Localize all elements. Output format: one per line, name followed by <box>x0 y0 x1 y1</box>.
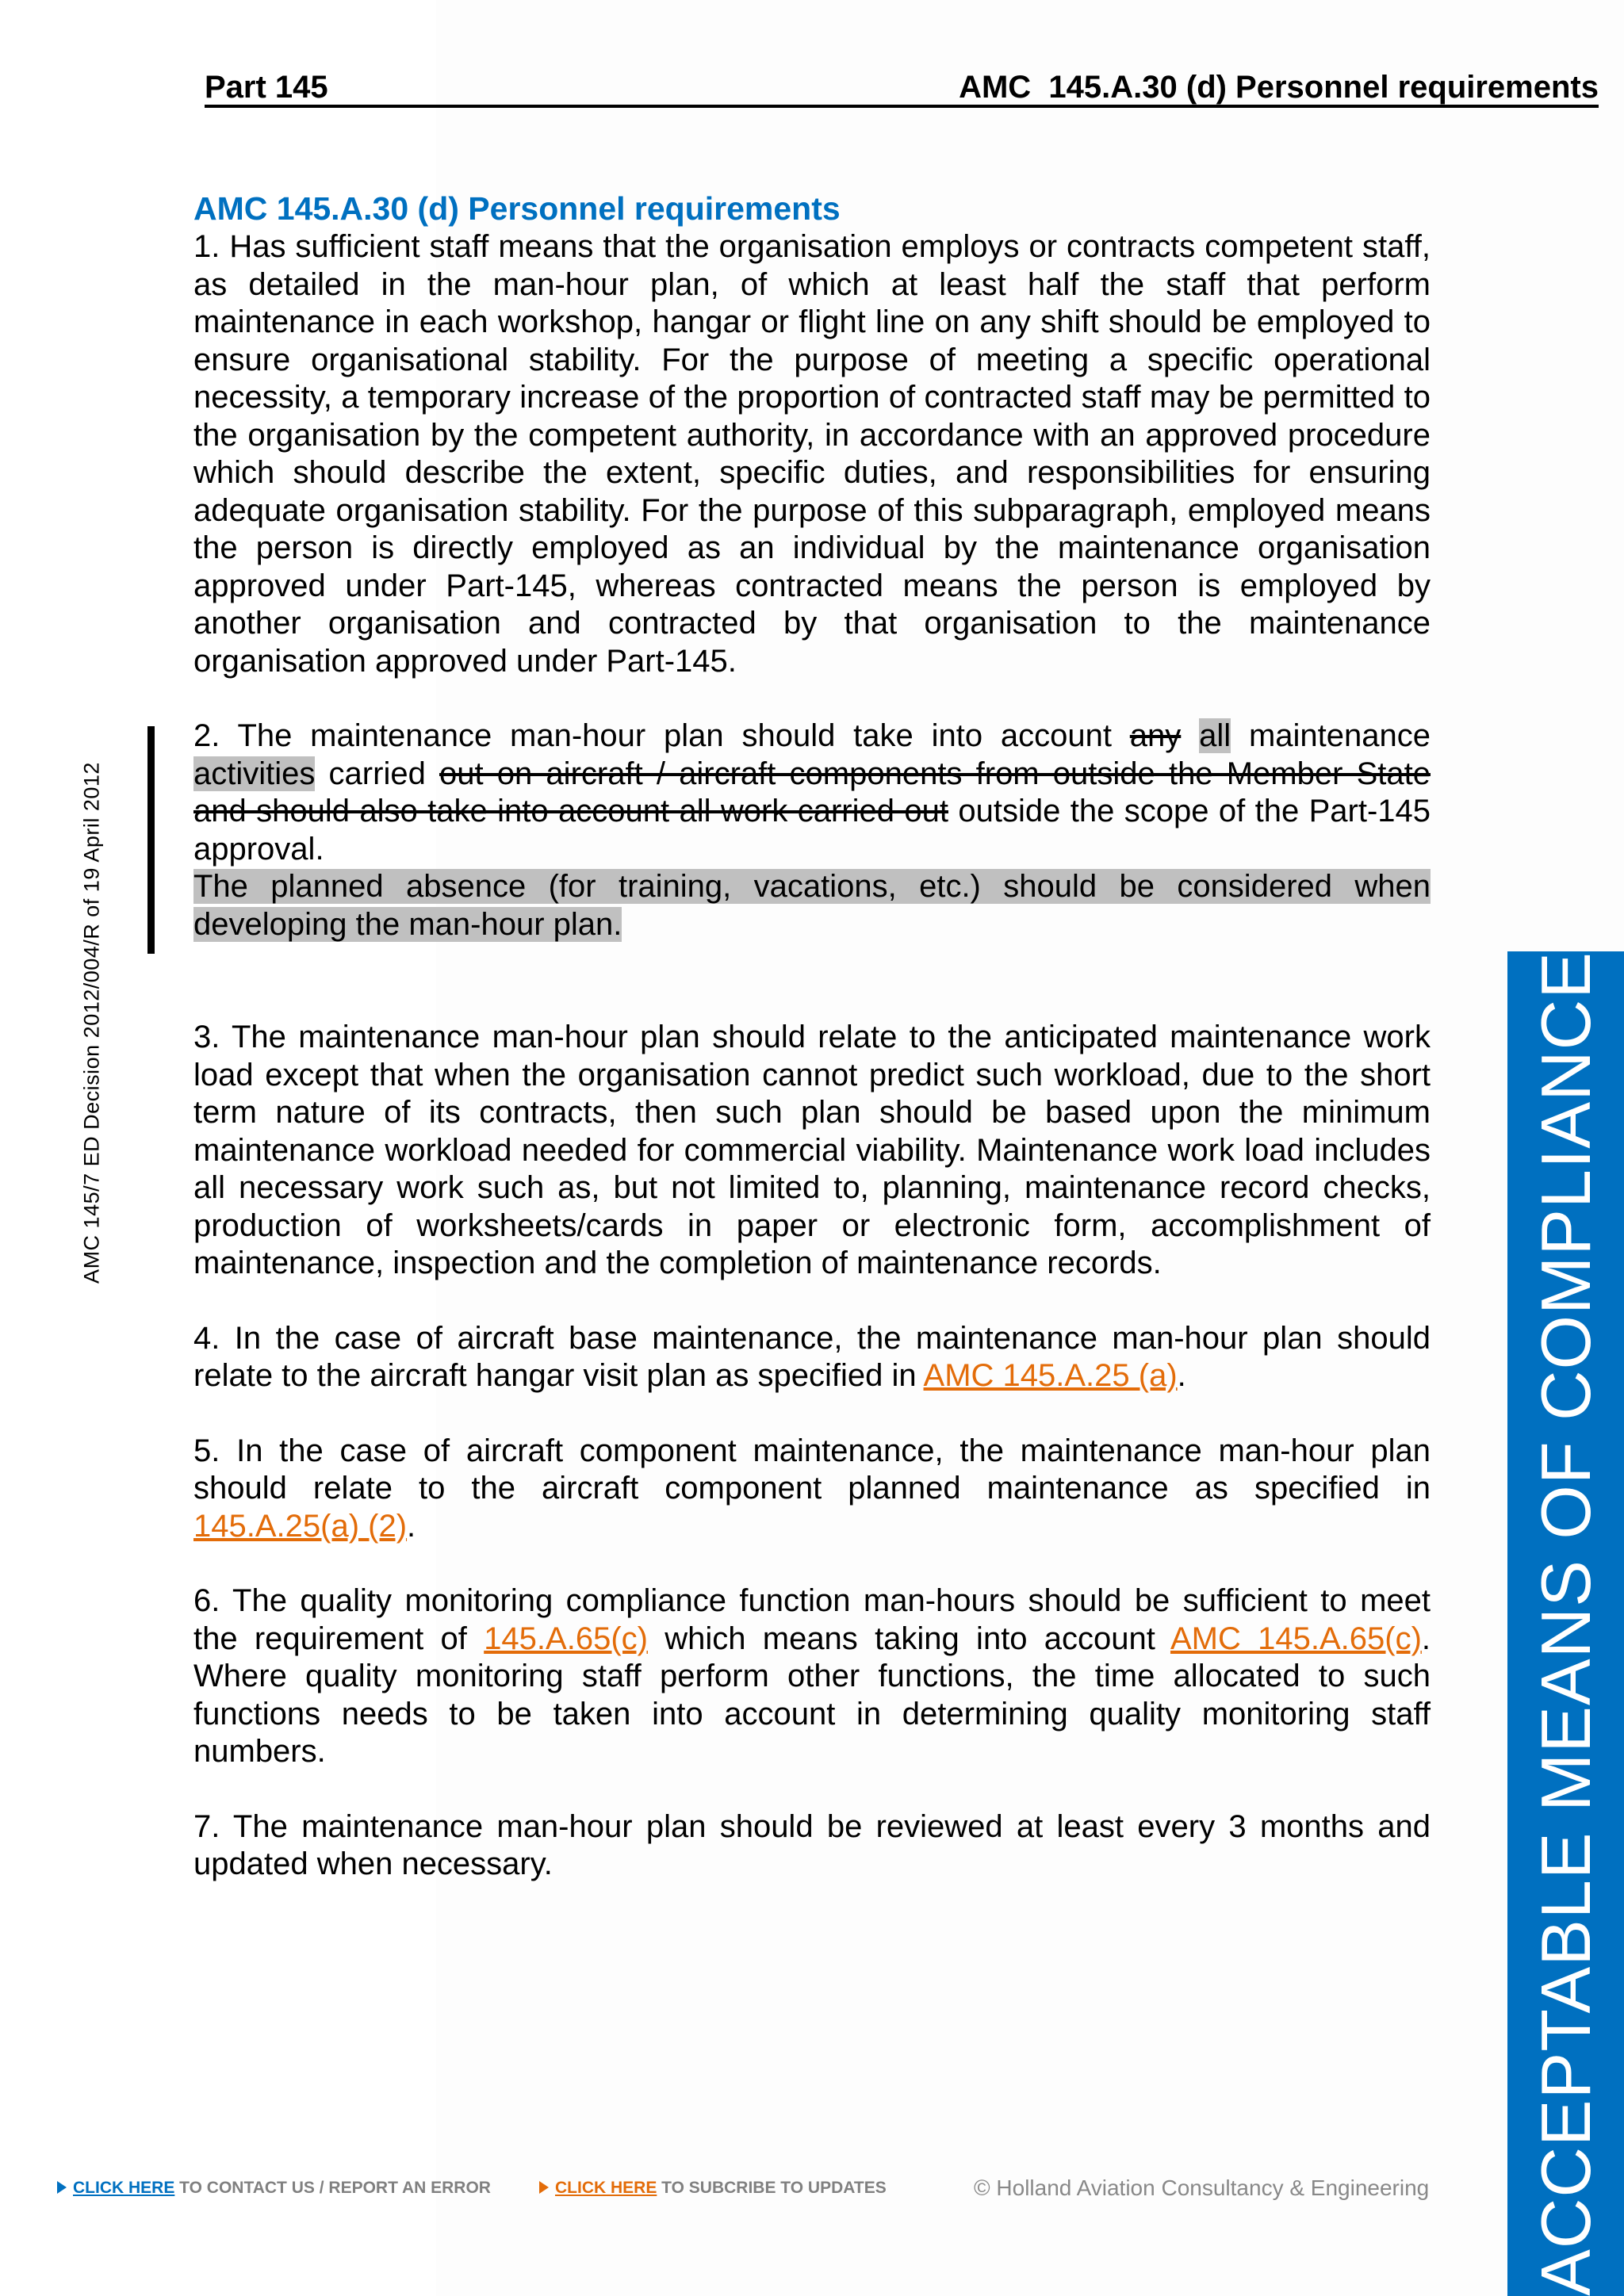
play-arrow-icon <box>539 2181 549 2194</box>
p6-text: 6. The quality monitoring compliance function man-hours should be sufficient to meet the requirement of <box>193 1583 1431 1656</box>
header-section: AMC 145.A.30 (d) Personnel requirements <box>959 70 1599 105</box>
p2-text: outside the scope of the Part-145 approval. <box>193 794 1431 867</box>
change-bar <box>147 726 155 954</box>
paragraph-5 <box>193 1433 1431 1546</box>
subscribe-click-here[interactable]: CLICK HERE <box>555 2179 657 2197</box>
contact-footer-link[interactable] <box>57 2179 491 2198</box>
p5-text: 5. In the case of aircraft component maintenance, the maintenance man-hour plan should relate to the aircraft component planned maintenance as specified in <box>193 1433 1431 1506</box>
145-a-65-c-link[interactable]: 145.A.65(c) <box>484 1621 648 1656</box>
contact-click-here[interactable]: CLICK HERE <box>73 2179 175 2197</box>
paragraph-6 <box>193 1582 1431 1771</box>
amc-banner-text: ACCEPTABLE MEANS OF COMPLIANCE <box>1526 951 1605 2296</box>
copyright-notice: © Holland Aviation Consultancy & Engineering <box>974 2175 1430 2200</box>
p6-text: . Where quality monitoring staff perform other functions, the time allocated to such functions needs to be taken into account in determining quality monitoring staff numbers. <box>193 1621 1431 1769</box>
paragraph-1: 1. Has sufficient staff means that the organisation employs or contracts competent staff, as detailed in the man-hour plan, of which at least half the staff that perform maintenance in each workshop, hangar or flight line on any shift should be employed to ensure organisational stability. For the purpose of meeting a specific operational necessity, a temporary increase of the proportion of contracted staff may be permitted to the organisation by the competent authority, in accordance with an approved procedure which should describe the extent, specific duties, and responsibilities for ensuring adequate organisation stability. For the purpose of this subparagraph, employed means the person is directly employed as an individual by the maintenance organisation approved under Part-145, whereas contracted means the person is employed by another organisation and contracted by that organisation to the maintenance organisation approved under Part-145. <box>193 229 1431 679</box>
p2-text <box>1181 718 1199 753</box>
p2-text: carried <box>315 756 439 791</box>
amc-side-banner <box>1507 951 1624 2296</box>
paragraph-7: 7. The maintenance man-hour plan should be reviewed at least every 3 months and updated when necessary. <box>193 1808 1431 1881</box>
p2-text: 2. The maintenance man-hour plan should take into account <box>193 718 1130 753</box>
p5-text: . <box>407 1508 416 1544</box>
amc-145-a-65-c-link[interactable]: AMC 145.A.65(c) <box>1170 1621 1422 1656</box>
contact-text: TO CONTACT US / REPORT AN ERROR <box>174 2179 491 2197</box>
highlighted-text: activities <box>193 756 316 791</box>
paragraph-2-addition <box>193 868 1431 943</box>
p6-text: which means taking into account <box>647 1621 1170 1656</box>
p4-text: 4. In the case of aircraft base maintenance, the maintenance man-hour plan should relate to the aircraft hangar visit plan as specified in <box>193 1320 1431 1393</box>
subscribe-footer-link[interactable] <box>539 2179 887 2198</box>
145-a-25-a-2-link[interactable]: 145.A.25(a) (2) <box>193 1508 408 1544</box>
decision-side-note: AMC 145/7 ED Decision 2012/004/R of 19 April 2012 <box>79 762 104 1284</box>
paragraph-4 <box>193 1320 1431 1395</box>
section-title: AMC 145.A.30 (d) Personnel requirements <box>193 190 841 227</box>
subscribe-text: TO SUBCRIBE TO UPDATES <box>657 2179 887 2197</box>
header-part: Part 145 <box>205 70 328 105</box>
play-arrow-icon <box>57 2181 67 2194</box>
paragraph-2 <box>193 718 1431 868</box>
page-footer <box>57 2175 1437 2204</box>
amc-145-a-25-a-link[interactable]: AMC 145.A.25 (a) <box>923 1358 1178 1393</box>
p4-text: . <box>1177 1358 1186 1393</box>
paragraph-3: 3. The maintenance man-hour plan should relate to the anticipated maintenance work load except that when the organisation cannot predict such workload, due to the short term nature of its contracts, then such plan should be based upon the minimum maintenance workload needed for commercial viability. Maintenance work load includes all necessary work such as, but not limited to, planning, maintenance record checks, production of worksheets/cards in paper or electronic form, accomplishment of maintenance, inspection and the completion of maintenance records. <box>193 1020 1431 1280</box>
page-header <box>205 67 1599 108</box>
deleted-text: out on aircraft / aircraft components from outside the Member State and should also take into account all work carried out <box>193 756 1431 828</box>
p2-text: maintenance <box>1231 718 1431 753</box>
document-body <box>193 189 1431 1921</box>
deleted-text: any <box>1129 718 1182 753</box>
highlighted-text: all <box>1199 718 1231 753</box>
highlighted-text: The planned absence (for training, vacations, etc.) should be considered when developing the man-hour plan. <box>193 869 1431 942</box>
